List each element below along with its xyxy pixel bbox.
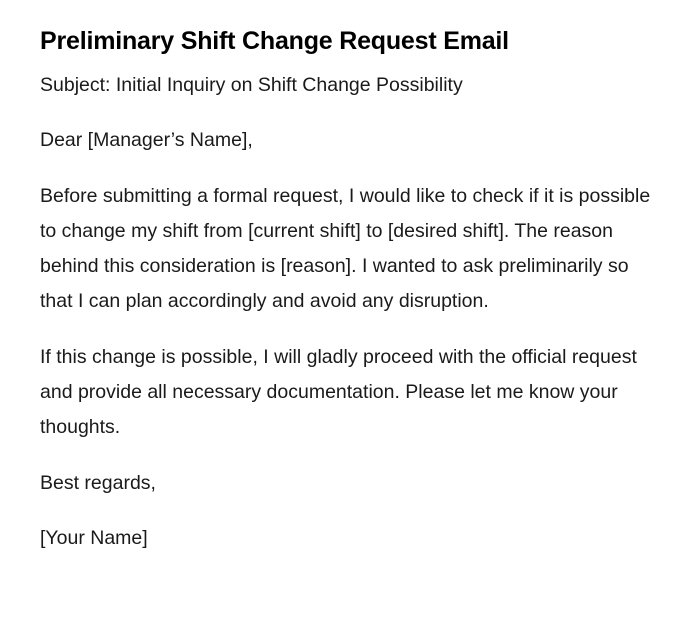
email-closing: Best regards, [40, 471, 156, 494]
email-body-paragraph-1: Before submitting a formal request, I would like to check if it is possible to change my shift from [current shift] to [desired shift]. The reason behind this consideration is [reason]. I wanted to ask preliminarily so that I can plan accordingly and avoid any disruption. [40, 184, 651, 313]
email-subject: Subject: Initial Inquiry on Shift Change Possibility [40, 74, 463, 96]
email-body-paragraph-2: If this change is possible, I will gladly proceed with the official request and provide all necessary documentation. Please let me know your thoughts. [40, 345, 637, 439]
email-greeting: Dear [Manager’s Name], [40, 129, 253, 152]
page-title: Preliminary Shift Change Request Email [40, 27, 509, 55]
email-signature: [Your Name] [40, 526, 148, 549]
